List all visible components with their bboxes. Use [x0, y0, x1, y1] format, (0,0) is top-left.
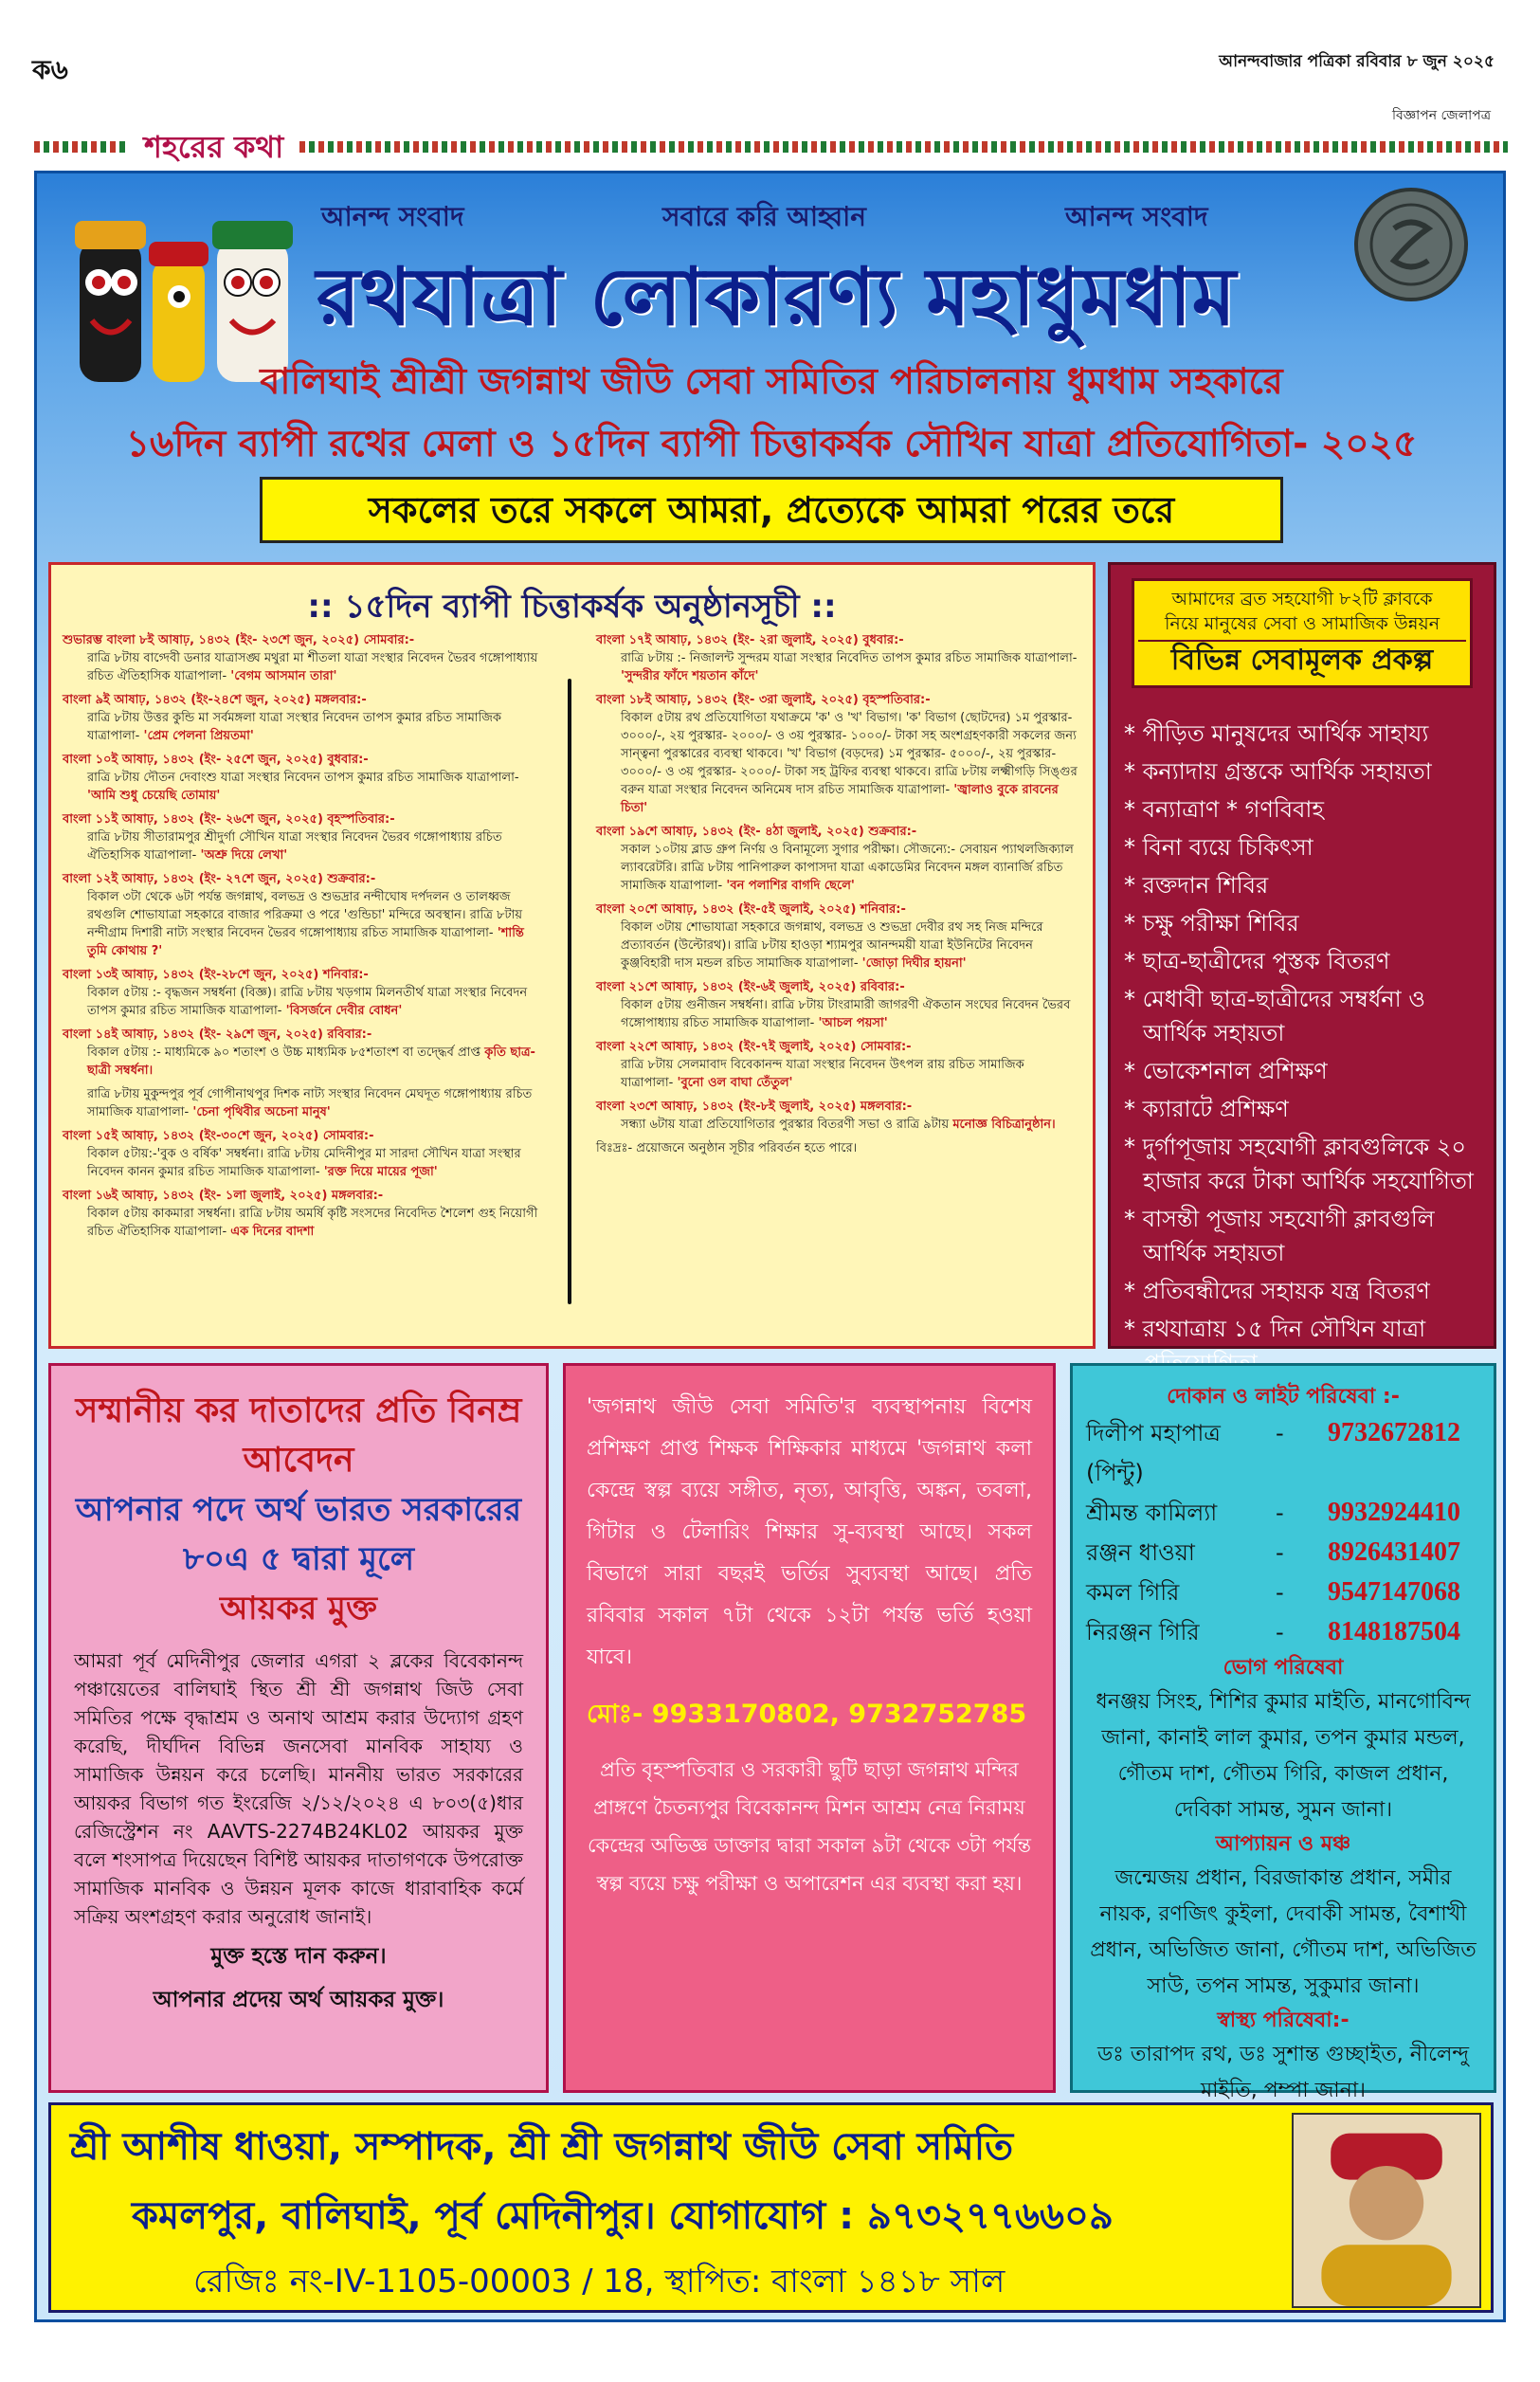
service-item: * বিনা ব্যয়ে চিকিৎসা: [1124, 834, 1314, 861]
schedule-box: [48, 562, 1096, 1349]
schedule-entry: [596, 1098, 1079, 1134]
contact-name: দিলীপ মহাপাত্র (পিন্টু): [1086, 1420, 1221, 1486]
tagline-left: আনন্দ সংবাদ: [321, 201, 464, 232]
schedule-entry-desc: [63, 1205, 546, 1241]
schedule-entry-desc: [63, 888, 546, 960]
services-head-line2: নিয়ে মানুষের সেবা ও সামাজিক উন্নয়ন: [1164, 613, 1440, 634]
schedule-entry-play-title: 'প্রেম পেলনা প্রিয়তমা': [143, 729, 254, 743]
bhog-names: ধনঞ্জয় সিংহ, শিশির কুমার মাইতি, মানগোবিন্দ জানা, কানাই লাল কুমার, তপন কুমার মন্ডল, গৌতম দাশ, গৌতম গিরি, কাজল প্রধান, দেবিকা সামন্ত, সুমন জানা।: [1096, 1690, 1471, 1822]
services-list: [1124, 717, 1489, 1384]
education-box: [563, 1363, 1056, 2093]
tagline-middle: সবারে করি আহ্বান: [662, 201, 866, 232]
service-item: * রথযাত্রায় ১৫ দিন সৌখিন যাত্রা: [1124, 1316, 1426, 1342]
schedule-entry-date: বাংলা ১১ই আষাঢ়, ১৪৩২ (ইং- ২৬শে জুন, ২০২৫) বৃহস্পতিবার:-: [63, 812, 395, 827]
schedule-entry-text: বিকাল ৫টায় রথ প্রতিযোগিতা যথাক্রমে 'ক' ও 'খ' বিভাগ। 'ক' বিভাগ (ছোটদের) ১ম পুরস্কার- ৩০০০/-, ২য় পুরস্কার- ২০০০/- ও ৩য় পুরস্কার- ১০০০/- টাকা সহ অংশগ্রহণকারী সকলের জন্য সান্ত্বনা পুরস্কারের ব্যবস্থা থাকবে। 'খ' বিভাগ (বড়দের) ১ম পুরস্কার- ৫০০০/-, ২য় পুরস্কার- ৩০০০/- ও ৩য় পুরস্কার- ২০০০/- টাকা সহ ট্রফির ব্যবস্থা থাকবে। রাত্রি ৮টায় লক্ষ্মীগড়ি সিঙ্গুর বরুন যাত্রা সংস্থার নিবেদন অনিমেষ দাস রচিত সামাজিক যাত্রাপালা-: [621, 711, 1078, 797]
subtitle-organizer: বালিঘাই শ্রীশ্রী জগন্নাথ জীউ সেবা সমিতির পরিচালনায় ধুমধাম সহকারে: [260, 360, 1283, 402]
tax-cta-donate: মুক্ত হস্তে দান করুন।: [210, 1944, 387, 1969]
footer-banner: [48, 2102, 1494, 2313]
schedule-column-right: [596, 631, 1079, 1157]
schedule-entry-play-title: 'সুন্দরীর ফাঁদে শয়তান কাঁদে': [621, 669, 759, 683]
service-item: * ক্যারাটে প্রশিক্ষণ: [1124, 1096, 1289, 1122]
page-number: ক৬: [32, 54, 68, 85]
tax-body: আমরা পূর্ব মেদিনীপুর জেলার এগরা ২ ব্লকের বিবেকানন্দ পঞ্চায়েতের বালিঘাই স্থিত শ্রী শ্রী জগন্নাথ জিউ সেবা সমিতির পক্ষে বৃদ্ধাশ্রম ও অনাথ আশ্রম করার উদ্যোগ গ্রহণ করেছি, দীর্ঘদিন বিভিন্ন জনসেবা মানবিক সাহায্য ও সামাজিক উন্নয়ন করে চলেছি। মাননীয় ভারত সরকারের আয়কর বিভাগ গত ইংরেজি ২/১২/২০২৪ এ ৮০৩(৫)ধার রেজিস্ট্রেশন নং AAVTS-2274B24KL02 আয়কর মুক্ত বলে শংসাপত্র দিয়েছেন বিশিষ্ট আয়কর দাতাগণকে উপরোক্ত সামাজিক মানবিক ও উন্নয়ন মূলক কাজে ধারাবাহিক কর্মে সক্রিয় অংশগ্রহণ করার অনুরোধ জানাই।: [74, 1649, 523, 1928]
schedule-entry-date: বাংলা ১৯শে আষাঢ়, ১৪৩২ (ইং- ৪ঠা জুলাই, ২০২৫) শুক্রবার:-: [596, 825, 917, 839]
schedule-entry-desc: [63, 828, 546, 864]
service-item: * বন্যাত্রাণ * গণবিবাহ: [1124, 796, 1324, 823]
schedule-entry-desc: [63, 769, 546, 805]
schedule-entry: [596, 631, 1079, 685]
schedule-entry-text: বিকাল ৩টা থেকে ৬টা পর্যন্ত জগন্নাথ, বলভদ্র ও শুভদ্রার নন্দীঘোষ দর্পদলন ও তালধ্বজ রথগুলি শোভাযাত্রা সহকারে বাজার পরিক্রমা ও পরে 'গুন্ডিচা' মন্দিরে অবস্থান। রাত্রি ৮টায় নন্দীগ্রাম দিশারী নাট্য সংস্থার নিবেদন ভৈরব গঙ্গোপাধ্যায় রচিত সামাজিক যাত্রাপালা-: [87, 890, 522, 940]
schedule-entry-date: বাংলা ২৩শে আষাঢ়, ১৪৩২ (ইং-৮ই জুলাই, ২০২৫) মঙ্গলবার:-: [596, 1100, 913, 1114]
education-body: 'জগন্নাথ জীউ সেবা সমিতি'র ব্যবস্থাপনায় বিশেষ প্রশিক্ষণ প্রাপ্ত শিক্ষক শিক্ষিকার মাধ্যমে 'জগন্নাথ কলা কেন্দ্রে স্বল্প ব্যয়ে সঙ্গীত, নৃত্য, আবৃত্তি, অঙ্কন, তবলা, গিটার ও টেলারিং শিক্ষার সু-ব্যবস্থা আছে। সকল বিভাগে সারা বছরই ভর্তির সুব্যবস্থা আছে। প্রতি রবিবার সকাল ৭টা থেকে ১২টা পর্যন্ত ভর্তি হওয়া যাবে।: [587, 1395, 1032, 1669]
schedule-entry: [63, 691, 546, 745]
tax-exempt-label: আয়কর মুক্ত: [220, 1590, 377, 1627]
service-item: * চক্ষু পরীক্ষা শিবির: [1124, 910, 1299, 936]
schedule-entry-play-title: 'রক্ত দিয়ে মায়ের পূজা': [323, 1165, 438, 1179]
schedule-column-left: [63, 631, 546, 1246]
contact-name: কমল গিরি: [1086, 1579, 1180, 1606]
bhog-heading: ভোগ পরিষেবা: [1223, 1656, 1344, 1680]
schedule-entry-date: বাংলা ১৪ই আষাঢ়, ১৪৩২ (ইং- ২৯শে জুন, ২০২৫) রবিবার:-: [63, 1027, 372, 1042]
schedule-entry-date: বাংলা ১৫ই আষাঢ়, ১৪৩২ (ইং-৩০শে জুন, ২০২৫) সোমবার:-: [63, 1129, 374, 1143]
schedule-entry-text: বিকাল ৩টায় শোভাযাত্রা সহকারে জগন্নাথ, বলভদ্র ও শুভদ্রা দেবীর রথ সহ নিজ মন্দিরে প্রত্যাবর্তন (উল্টোরথ)। রাত্রি ৮টায় হাওড়া শ্যামপুর আনন্দময়ী যাত্রা ইউনিটের নিবেদন কুঞ্জবিহারী দাস মন্ডল রচিত সামাজিক যাত্রাপালা-: [621, 920, 1043, 971]
schedule-entry: [63, 1085, 546, 1121]
apyayan-names: জন্মেজয় প্রধান, বিরজাকান্ত প্রধান, সমীর নায়ক, রণজিৎ কুইলা, দেবাকী সামন্ত, বৈশাখী প্রধান, অভিজিত জানা, গৌতম দাশ, অভিজিত সাউ, তপন সামন্ত, সুকুমার জানা।: [1090, 1866, 1477, 1998]
schedule-entry-date: বাংলা ২১শে আষাঢ়, ১৪৩২ (ইং-৬ই জুলাই, ২০২৫) রবিবার:-: [596, 980, 905, 994]
health-heading: স্বাস্থ্য পরিষেবা:-: [1217, 2009, 1350, 2032]
schedule-entry-date: বাংলা ১৮ই আষাঢ়, ১৪৩২ (ইং- ৩রা জুলাই, ২০২৫) বৃহস্পতিবার:-: [596, 693, 931, 707]
service-item: * দুর্গাপূজায় সহযোগী ক্লাবগুলিকে ২০ হাজার করে টাকা আর্থিক সহযোগিতা: [1124, 1134, 1474, 1194]
schedule-entry-text: বিকাল ৫টায় :- মাধ্যমিকে ৯০ শতাংশ ও উচ্চ মাধ্যমিক ৮৫শতাংশ বা তদ্দ্ধের্ব প্রাপ্ত: [87, 1046, 481, 1060]
service-item: * প্রতিবন্ধীদের সহায়ক যন্ত্র বিতরণ: [1124, 1278, 1430, 1304]
contact-row: [1086, 1573, 1480, 1612]
services-contacts-box: [1070, 1363, 1496, 2102]
footer-address-contact: কমলপুর, বালিঘাই, পূর্ব মেদিনীপুর। যোগাযোগ : ৯৭৩২৭৭৬৬০৯: [132, 2194, 1114, 2238]
contact-row: [1086, 1493, 1480, 1533]
contact-phone[interactable]: 8148187504: [1328, 1617, 1460, 1646]
footer-registration: রেজিঃ নং-IV-1105-00003 / 18, স্থাপিত: বাংলা ১৪১৮ সাল: [193, 2263, 1006, 2300]
section-bar: [34, 128, 1508, 166]
schedule-entry-text: বিকাল ৫টায় গুনীজন সম্বর্ধনা। রাত্রি ৮টায় টাংরামারী জাগরণী ঐকতান সংঘের নিবেদন ভৈরব গঙ্গোপাধ্যায় রচিত সামাজিক যাত্রাপালা-: [621, 998, 1071, 1030]
schedule-entry: [63, 966, 546, 1020]
schedule-entry-play-title: 'বিসর্জনে দেবীর বোধন': [285, 1004, 403, 1018]
schedule-entry-desc: [63, 1145, 546, 1181]
schedule-entry-desc: [63, 1044, 546, 1080]
schedule-entry-play-title: কৃতি ছাত্র-ছাত্রী সম্বর্ধনা।: [87, 1046, 535, 1078]
schedule-entry-play-title: 'চেনা পৃথিবীর অচেনা মানুষ': [192, 1105, 331, 1119]
contact-row: [1086, 1413, 1480, 1493]
schedule-entry-text: রাত্রি ৮টায় বাগ্দেবী ডনার যাত্রাসঙ্ঘ মথুরা মা শীতলা যাত্রা সংস্থার নিবেদন ভৈরব গঙ্গোপাধ্যায় রচিত ঐতিহাসিক যাত্রাপালা-: [87, 651, 538, 683]
contact-dash: -: [1276, 1420, 1284, 1446]
contact-name: নিরঞ্জন গিরি: [1086, 1619, 1200, 1646]
service-item: * ছাত্র-ছাত্রীদের পুস্তক বিতরণ: [1124, 948, 1390, 974]
contact-dash: -: [1276, 1619, 1284, 1646]
service-item: * মেধাবী ছাত্র-ছাত্রীদের সম্বর্ধনা ও আর্থিক সহায়তা: [1124, 986, 1425, 1046]
schedule-entry-play-title: এক দিনের বাদশা: [230, 1225, 315, 1239]
schedule-entry-desc: [596, 709, 1079, 817]
service-item: * ভোকেশনাল প্রশিক্ষণ: [1124, 1058, 1328, 1084]
contact-name: রঞ্জন ধাওয়া: [1086, 1539, 1195, 1566]
subtitle-event: ১৬দিন ব্যাপী রথের মেলা ও ১৫দিন ব্যাপী চিত্তাকর্ষক সৌখিন যাত্রা প্রতিযোগিতা- ২০২৫: [125, 423, 1418, 465]
schedule-entry-text: সন্ধ্যা ৬টায় যাত্রা প্রতিযোগিতার পুরস্কার বিতরণী সভা ও রাত্রি ৯টায়: [621, 1118, 950, 1132]
health-names: ডঃ তারাপদ রথ, ডঃ সুশান্ত গুচ্ছাইত, নীলেন্দু মাইতি, পম্পা জানা।: [1096, 2043, 1470, 2102]
advertisement: [34, 171, 1506, 2322]
schedule-entry-play-title: 'শান্তি তুমি কোথায় ?': [87, 926, 524, 958]
contact-name: শ্রীমন্ত কামিল্যা: [1086, 1500, 1218, 1526]
secretary-portrait-image: [1292, 2113, 1481, 2308]
schedule-entry-desc: [596, 649, 1079, 685]
schedule-entry-date: বাংলা ৯ই আষাঢ়, ১৪৩২ (ইং-২৪শে জুন, ২০২৫) মঙ্গলবার:-: [63, 693, 367, 707]
contact-list: [1086, 1413, 1480, 1652]
tax-heading: সম্মানীয় কর দাতাদের প্রতি বিনম্র আবেদন: [75, 1391, 522, 1480]
service-item: * কন্যাদায় গ্রস্তকে আর্থিক সহায়তা: [1124, 758, 1432, 785]
schedule-entry-play-title: 'আমি শুধু চেয়েছি তোমায়': [87, 789, 221, 803]
main-title: রথযাত্রা লোকারণ্য মহাধুমধাম: [316, 250, 1237, 343]
schedule-divider: [568, 679, 571, 1304]
contact-row: [1086, 1612, 1480, 1652]
schedule-entry-date: বাংলা ২০শে আষাঢ়, ১৪৩২ (ইং-৫ই জুলাই, ২০২৫) শনিবার:-: [596, 902, 906, 917]
schedule-entry-date: বাংলা ১০ই আষাঢ়, ১৪৩২ (ইং- ২৫শে জুন, ২০২৫) বুধবার:-: [63, 753, 369, 767]
schedule-entry-text: রাত্রি ৮টায় দৌতন দেবাংশু যাত্রা সংস্থার নিবেদন তাপস কুমার রচিত সামাজিক যাত্রাপালা-: [87, 771, 519, 785]
schedule-entry-play-title: 'জোড়া দিঘীর হায়না': [861, 956, 967, 971]
schedule-entry-date: বাংলা ২২শে আষাঢ়, ১৪৩২ (ইং-৭ই জুলাই, ২০২৫) সোমবার:-: [596, 1040, 912, 1054]
ad-label: বিজ্ঞাপন জেলাপত্র: [1391, 108, 1491, 123]
schedule-entry: [63, 810, 546, 864]
services-head-title: বিভিন্ন সেবামূলক প্রকল্প: [1138, 640, 1466, 680]
footer-secretary: শ্রী আশীষ ধাওয়া, সম্পাদক, শ্রী শ্রী জগন্নাথ জীউ সেবা সমিতি: [70, 2125, 1014, 2169]
schedule-entry-desc: [63, 1085, 546, 1121]
schedule-entry: [596, 691, 1079, 817]
schedule-entry-play-title: 'বেগম আসমান তারা': [230, 669, 337, 683]
schedule-entry-desc: [596, 841, 1079, 895]
schedule-entry-desc: [596, 918, 1079, 973]
apyayan-heading: আপ্যায়ন ও মঞ্চ: [1215, 1832, 1351, 1856]
schedule-entry-desc: [63, 709, 546, 745]
schedule-entry-desc: [63, 984, 546, 1020]
tax-cta-exempt: আপনার প্রদেয় অর্থ আয়কর মুক্ত।: [153, 1988, 444, 2012]
schedule-entry-play-title: 'বন পলাশির বাগদি ছেলে': [726, 879, 855, 893]
schedule-entry-play-title: 'আচল পয়সা': [818, 1016, 888, 1030]
schedule-entry-text: রাত্রি ৮টায় উত্তর কুন্ডি মা সর্বমঙ্গলা যাত্রা সংস্থার নিবেদন তাপস কুমার রচিত সামাজিক যাত্রাপালা-: [87, 711, 502, 743]
tagline-right: আনন্দ সংবাদ: [1065, 201, 1208, 232]
schedule-entry-text: রাত্রি ৮টায় সেলমাবাদ বিবেকানন্দ যাত্রা সংস্থার নিবেদন উৎপল রায় রচিত সামাজিক যাত্রাপালা-: [621, 1058, 1024, 1090]
schedule-entry: [596, 900, 1079, 973]
schedule-entry-date: শুভারম্ভ বাংলা ৮ই আষাঢ়, ১৪৩২ (ইং- ২৩শে জুন, ২০২৫) সোমবার:-: [63, 633, 415, 647]
schedule-entry: [63, 1026, 546, 1080]
schedule-entry: [596, 823, 1079, 895]
motto-banner: সকলের তরে সকলে আমরা, প্রত্যেকে আমরা পরের তরে: [260, 477, 1283, 543]
schedule-entry-play-title: 'জ্বালাও বুকে রাবনের চিতা': [621, 783, 1059, 815]
schedule-entry: [63, 870, 546, 960]
services-head-line1: আমাদের ব্রত সহযোগী ৮২টি ক্লাবকে: [1171, 589, 1433, 609]
schedule-note: বিঃদ্রঃ- প্রয়োজনে অনুষ্ঠান সূচীর পরিবর্তন হতে পারে।: [596, 1141, 858, 1155]
contact-phone[interactable]: 9932924410: [1328, 1498, 1460, 1527]
schedule-entry: [63, 1127, 546, 1181]
schedule-entry: [596, 978, 1079, 1032]
schedule-entry-play-title: 'অশ্রু দিয়ে লেখা': [200, 848, 288, 863]
service-item: * পীড়িত মানুষদের আর্থিক সাহায্য: [1124, 720, 1429, 747]
schedule-entry: [63, 631, 546, 685]
schedule-entry-date: বাংলা ১৭ই আষাঢ়, ১৪৩২ (ইং- ২রা জুলাই, ২০২৫) বুধবার:-: [596, 633, 904, 647]
schedule-entry: [63, 1187, 546, 1241]
contact-dash: -: [1276, 1539, 1284, 1566]
schedule-entry: [596, 1038, 1079, 1092]
schedule-entry-text: রাত্রি ৮টায় সীতারামপুর শ্রীদুর্গা সৌখিন যাত্রা সংস্থার নিবেদন ভৈরব গঙ্গোপাধ্যায় রচিত ঐতিহাসিক যাত্রাপালা-: [87, 830, 502, 863]
schedule-entry-desc: [596, 1056, 1079, 1092]
contact-row: [1086, 1533, 1480, 1573]
schedule-title: :: ১৫দিন ব্যাপী চিত্তাকর্ষক অনুষ্ঠানসূচী ::: [307, 588, 837, 626]
schedule-entry-date: বাংলা ১৬ই আষাঢ়, ১৪৩২ (ইং- ১লা জুলাই, ২০২৫) মঙ্গলবার:-: [63, 1189, 384, 1203]
schedule-entry-play-title: 'বুনো ওল বাঘা তেঁতুল': [677, 1076, 793, 1090]
schedule-entry-play-title: মনোজ্ঞ বিচিত্রানুষ্ঠান।: [952, 1118, 1056, 1132]
schedule-entry-text: বিকাল ৫টায় :- বৃদ্ধজন সম্বর্ধনা (বিজ্ঞ)। রাত্রি ৮টায় খড়গাম মিলনতীর্থ যাত্রা সংস্থার নিবেদন তাপস কুমার রচিত সামাজিক যাত্রাপালা-: [87, 986, 528, 1018]
contact-phone[interactable]: 9732672812: [1328, 1418, 1460, 1447]
service-item: * বাসন্তী পূজায় সহযোগী ক্লাবগুলি আর্থিক সহায়তা: [1124, 1206, 1435, 1266]
schedule-entry-text: সকাল ১০টায় ব্লাড গ্রুপ নির্ণয় ও বিনামূল্যে সুগার পরীক্ষা। সৌজন্যে:- সেবায়ন প্যাথলজিক্যাল ল্যাবরেটরি। রাত্রি ৮টায় পানিপারুল কাপাসদা যাত্রা একাডেমির নিবেদন মঙ্গল ব্যানার্জি রচিত সামাজিক যাত্রাপালা-: [621, 843, 1074, 893]
contact-phone[interactable]: 9547147068: [1328, 1577, 1460, 1607]
tax-appeal-box: [48, 1363, 549, 2093]
contact-dash: -: [1276, 1500, 1284, 1526]
shop-light-heading: দোকান ও লাইট পরিষেবা :-: [1167, 1385, 1400, 1409]
schedule-entry-desc: [596, 1116, 1079, 1134]
contact-phone[interactable]: 8926431407: [1328, 1537, 1460, 1567]
schedule-entry-text: রাত্রি ৮টায় :- নিজালন্ট সুন্দরম যাত্রা সংস্থার নিবেদিত তাপস কুমার রচিত সামাজিক যাত্রাপালা-: [621, 651, 1078, 665]
tax-subheading: আপনার পদে অর্থ ভারত সরকারের ৮০এ ৫ দ্বারা মূলে: [75, 1491, 522, 1578]
schedule-entry-text: রাত্রি ৮টায় মুকুন্দপুর পূর্ব গোপীনাথপুর দিশক নাট্য সংস্থার নিবেদন মেঘদূত গঙ্গোপাধ্যায় রচিত সামাজিক যাত্রাপালা-: [87, 1087, 533, 1119]
schedule-entry-text: বিকাল ৫টায় কাকমারা সম্বর্ধনা। রাত্রি ৮টায় অমর্ষি কৃষ্টি সংসদের নিবেদিত শৈলেশ গুহ নিয়োগী রচিত ঐতিহাসিক যাত্রাপালা-: [87, 1207, 538, 1239]
society-seal-emblem: [1335, 183, 1487, 306]
services-heading: [1132, 578, 1473, 688]
schedule-entry-text: বিকাল ৫টায়:-'বুক ও বর্ষিক' সম্বর্ধনা। রাত্রি ৮টায় মেদিনীপুর মা সারদা সৌখিন যাত্রা সংস্থার নিবেদন কানন কুমার রচিত সামাজিক যাত্রাপালা-: [87, 1147, 521, 1179]
schedule-entry-desc: [596, 996, 1079, 1032]
schedule-entry-desc: [63, 649, 546, 685]
section-title: শহরের কথা: [129, 128, 299, 166]
eye-camp-body: প্রতি বৃহস্পতিবার ও সরকারী ছুটি ছাড়া জগন্নাথ মন্দির প্রাঙ্গণে চৈতন্যপুর বিবেকানন্দ মিশন আশ্রম নেত্র নিরাময় কেন্দ্রের অভিজ্ঞ ডাক্তার দ্বারা সকাল ৯টা থেকে ৩টা পর্যন্ত স্বল্প ব্যয়ে চক্ষু পরীক্ষা ও অপারেশন এর ব্যবস্থা করা হয়।: [587, 1758, 1032, 1895]
schedule-entry: [63, 751, 546, 805]
services-box: [1108, 562, 1496, 1349]
schedule-entry-date: বাংলা ১২ই আষাঢ়, ১৪৩২ (ইং- ২৭শে জুন, ২০২৫) শুক্রবার:-: [63, 872, 376, 886]
schedule-entry-date: বাংলা ১৩ই আষাঢ়, ১৪৩২ (ইং-২৮শে জুন, ২০২৫) শনিবার:-: [63, 968, 369, 982]
masthead: আনন্দবাজার পত্রিকা রবিবার ৮ জুন ২০২৫: [1219, 52, 1495, 71]
service-item: * রক্তদান শিবির: [1124, 872, 1269, 899]
contact-dash: -: [1276, 1579, 1284, 1606]
education-phone: মোঃ- 9933170802, 9732752785: [587, 1700, 1027, 1729]
